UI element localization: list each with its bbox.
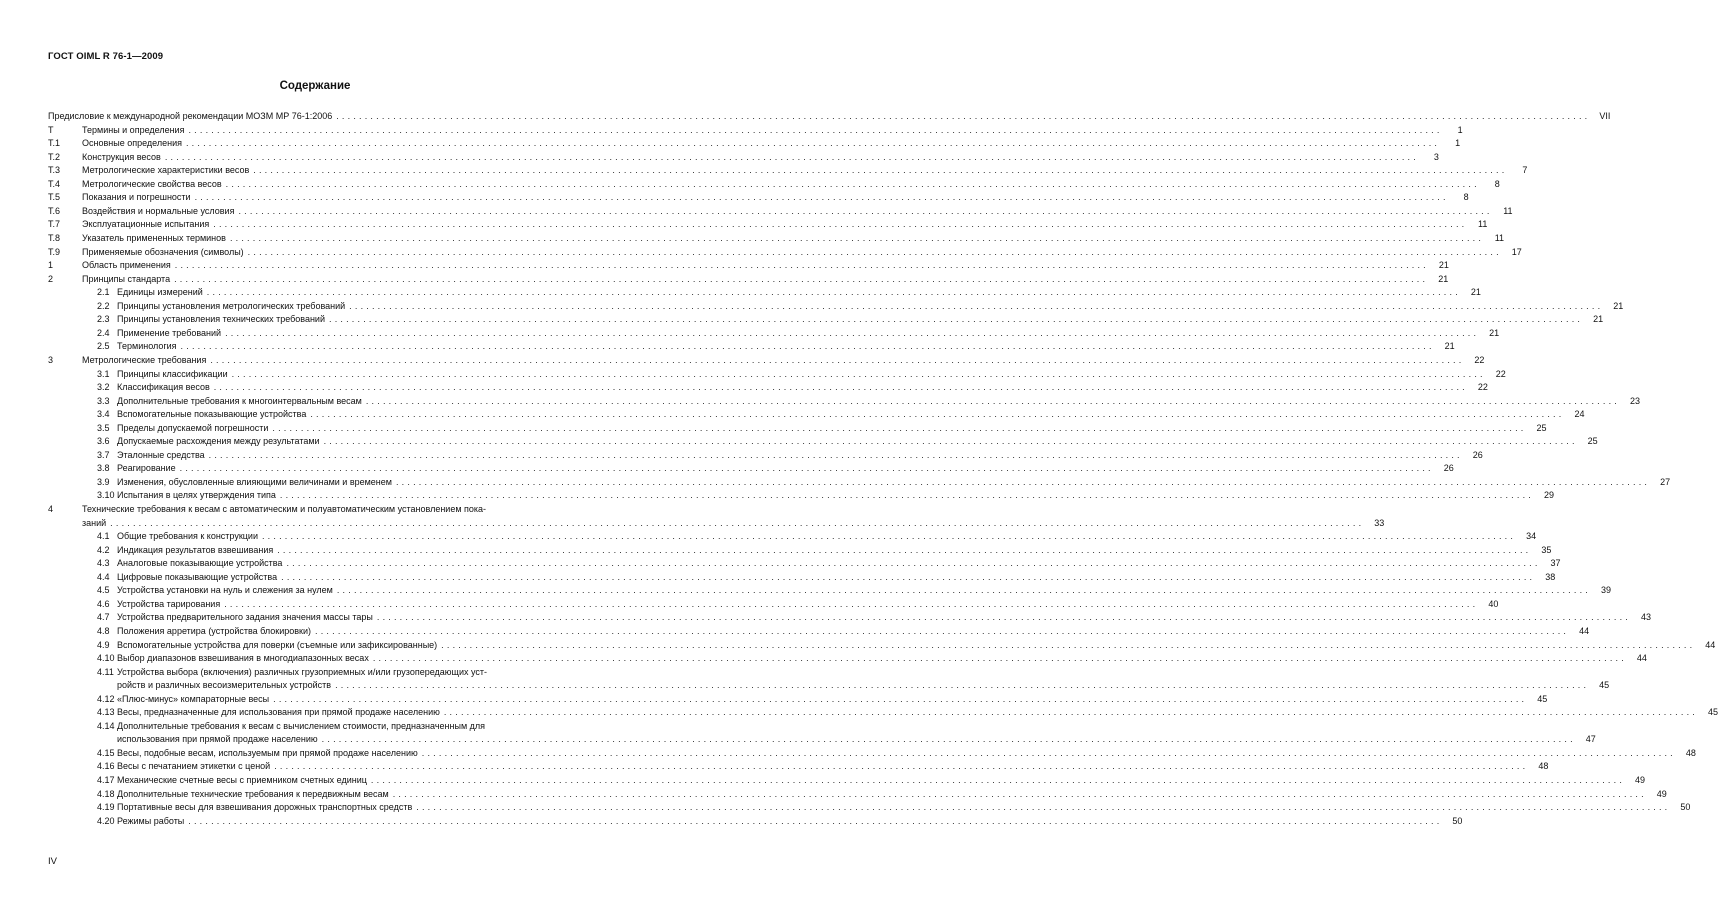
- toc-dot-leader: ............................................................................................................................................................................................................................: [110, 517, 1365, 528]
- toc-entry[interactable]: [0, 313, 1604, 325]
- toc-page-number: 7: [1522, 165, 1528, 176]
- toc-page-number: 49: [1635, 774, 1646, 785]
- toc-entry-number: 3.7: [97, 449, 110, 460]
- toc-entry-title: Весы с печатанием этикетки с ценой: [117, 761, 271, 772]
- toc-entry-number: 2.1: [97, 287, 110, 298]
- toc-entry[interactable]: [0, 503, 630, 515]
- toc-dot-leader: ............................................................................................................................................................................................................................: [179, 463, 1434, 474]
- toc-dot-leader: ............................................................................................................................................................................................................................: [210, 354, 1465, 365]
- toc-entry[interactable]: [0, 124, 1463, 136]
- toc-dot-leader: ............................................................................................................................................................................................................................: [247, 246, 1502, 257]
- toc-page-number: 48: [1538, 761, 1549, 772]
- toc-entry[interactable]: [0, 286, 1481, 298]
- page-title: Содержание: [279, 80, 351, 92]
- toc-page-number: 49: [1656, 788, 1667, 799]
- toc-entry[interactable]: [0, 340, 1455, 352]
- toc-entry-number: 3.6: [97, 436, 110, 447]
- toc-entry-number: 4.4: [97, 571, 110, 582]
- toc-entry[interactable]: [0, 462, 1454, 474]
- toc-entry[interactable]: [0, 395, 1640, 407]
- toc-page-number: 8: [1463, 192, 1469, 203]
- toc-entry-number: 4.12: [97, 693, 115, 704]
- toc-entry-title: Пределы допускаемой погрешности: [117, 422, 269, 433]
- toc-entry-title: Принципы стандарта: [82, 273, 171, 284]
- toc-entry-number: T.5: [48, 192, 61, 203]
- toc-entry-title: Единицы измерений: [117, 287, 203, 298]
- toc-entry-number: 3.2: [97, 382, 110, 392]
- toc-entry-number: 4.11: [97, 666, 114, 677]
- toc-entry[interactable]: [0, 544, 1552, 556]
- toc-entry-number: 4.19: [97, 802, 115, 812]
- toc-entry[interactable]: [0, 137, 1461, 149]
- toc-page-number: 44: [1636, 653, 1647, 663]
- toc-entry[interactable]: [0, 584, 1611, 596]
- toc-entry-title: Конструкция весов: [82, 151, 161, 162]
- toc-entry-number: 4.7: [97, 612, 110, 623]
- toc-entry[interactable]: [0, 273, 1449, 285]
- toc-page-number: 11: [1478, 219, 1488, 230]
- toc-entry-title: Указатель примененных терминов: [82, 232, 226, 243]
- toc-entry[interactable]: [0, 815, 1463, 827]
- toc-page-number: 11: [1494, 232, 1505, 243]
- toc-entry-title: «Плюс-минус» компараторные весы: [117, 693, 270, 704]
- toc-page-number: 29: [1543, 490, 1554, 501]
- toc-entry-number: 1: [48, 260, 54, 271]
- toc-page-number: 3: [1433, 151, 1439, 162]
- toc-page-number: 23: [1629, 395, 1640, 406]
- toc-entry-title: Показания и погрешности: [82, 192, 191, 203]
- toc-dot-leader: ............................................................................................................................................................................................................................: [277, 544, 1532, 555]
- toc-dot-leader: ............................................................................................................................................................................................................................: [208, 449, 1463, 460]
- toc-entry-number: T.7: [48, 219, 61, 230]
- toc-page-number: 38: [1545, 571, 1556, 582]
- toc-entry-number: 4.20: [97, 815, 115, 826]
- toc-dot-leader: ............................................................................................................................................................................................................................: [273, 693, 1528, 704]
- toc-entry[interactable]: [0, 408, 1585, 420]
- toc-entry-title: Метрологические характеристики весов: [82, 165, 250, 176]
- toc-dot-leader: ............................................................................................................................................................................................................................: [253, 165, 1508, 176]
- toc-page-number: 45: [1599, 680, 1610, 691]
- toc-entry-title: Устройства тарирования: [117, 598, 221, 609]
- toc-entry[interactable]: [0, 706, 1718, 718]
- toc-entry-title: Принципы классификации: [117, 368, 228, 379]
- toc-entry-number: T.1: [48, 138, 61, 149]
- toc-dot-leader: ............................................................................................................................................................................................................................: [281, 571, 1536, 582]
- toc-entry-number: 4.18: [97, 788, 115, 799]
- toc-page-number: 26: [1443, 463, 1454, 474]
- toc-entry[interactable]: [0, 368, 1506, 380]
- toc-entry-title: Испытания в целях утверждения типа: [117, 490, 276, 501]
- toc-entry-number: 4.6: [97, 598, 110, 609]
- toc-dot-leader: ............................................................................................................................................................................................................................: [336, 111, 1591, 121]
- toc-entry-title-continued: ройств и различных весоизмерительных устройств: [117, 680, 332, 691]
- toc-entry-title: Положения арретира (устройства блокировки): [117, 625, 312, 636]
- toc-dot-leader: ............................................................................................................................................................................................................................: [286, 558, 1541, 569]
- toc-page-number: 21: [1444, 341, 1455, 352]
- toc-entry-number: 3.4: [97, 409, 110, 420]
- toc-entry-title: Применение требований: [117, 327, 222, 338]
- toc-entry-title: Предисловие к международной рекомендации МОЗМ МР 76-1:2006: [48, 111, 333, 121]
- toc-entry-title: Дополнительные технические требования к передвижным весам: [117, 788, 389, 799]
- toc-entry-title: Изменения, обусловленные влияющими величинами и временем: [117, 476, 392, 487]
- toc-dot-leader: ............................................................................................................................................................................................................................: [174, 273, 1429, 284]
- toc-entry-number: T.9: [48, 246, 61, 257]
- toc-entry-number: T.8: [48, 232, 61, 243]
- toc-entry[interactable]: [0, 788, 1667, 800]
- toc-page-number: 21: [1613, 300, 1624, 311]
- toc-entry-number: 3.3: [97, 395, 110, 406]
- toc-entry[interactable]: [0, 625, 1590, 637]
- toc-entry-number: 4.2: [97, 544, 110, 555]
- toc-page-number: 25: [1587, 436, 1598, 447]
- toc-entry[interactable]: [0, 652, 1647, 664]
- toc-entry[interactable]: [0, 476, 1671, 488]
- toc-dot-leader: ............................................................................................................................................................................................................................: [392, 788, 1647, 799]
- toc-entry[interactable]: [0, 720, 630, 732]
- toc-entry-number: 3.10: [97, 490, 115, 501]
- toc-entry-title: Аналоговые показывающие устройства: [117, 558, 283, 569]
- toc-page-number: 50: [1452, 815, 1463, 826]
- toc-entry[interactable]: [0, 151, 1439, 163]
- toc-dot-leader: ............................................................................................................................................................................................................................: [279, 490, 1534, 501]
- toc-dot-leader: ............................................................................................................................................................................................................................: [441, 639, 1696, 650]
- toc-dot-leader: ............................................................................................................................................................................................................................: [323, 436, 1578, 447]
- toc-dot-leader: ............................................................................................................................................................................................................................: [213, 219, 1468, 230]
- toc-entry-title: Реагирование: [117, 463, 176, 474]
- toc-page-number: 11: [1503, 205, 1513, 216]
- toc-entry-title: Эталонные средства: [117, 449, 205, 460]
- toc-entry-title: Устройства выбора (включения) различных грузоприемных и/или грузопередающих уст-: [117, 666, 487, 677]
- toc-entry-number: 4.9: [97, 639, 110, 650]
- toc-entry[interactable]: [0, 232, 1505, 244]
- toc-entry-continuation[interactable]: [0, 517, 1385, 529]
- toc-page-number: 8: [1494, 178, 1500, 189]
- toc-entry-title: Общие требования к конструкции: [117, 531, 258, 542]
- toc-dot-leader: ............................................................................................................................................................................................................................: [372, 653, 1627, 663]
- toc-page-number: 25: [1536, 422, 1547, 433]
- toc-dot-leader: ............................................................................................................................................................................................................................: [224, 598, 1479, 609]
- toc-dot-leader: ............................................................................................................................................................................................................................: [329, 314, 1584, 325]
- toc-page-number: 1: [1455, 138, 1461, 149]
- toc-dot-leader: ............................................................................................................................................................................................................................: [225, 327, 1480, 338]
- toc-dot-leader: ............................................................................................................................................................................................................................: [213, 382, 1468, 392]
- toc-page-number: 1: [1457, 124, 1463, 135]
- toc-dot-leader: ............................................................................................................................................................................................................................: [225, 178, 1480, 189]
- toc-dot-leader: ............................................................................................................................................................................................................................: [188, 815, 1443, 826]
- toc-entry[interactable]: [0, 422, 1547, 434]
- toc-dot-leader: ............................................................................................................................................................................................................................: [229, 232, 1485, 243]
- toc-entry[interactable]: [0, 666, 630, 678]
- toc-page-number: 22: [1495, 368, 1506, 379]
- toc-entry-title: Метрологические свойства весов: [82, 178, 222, 189]
- toc-entry-number: 4.17: [97, 774, 115, 785]
- toc-entry-title: Индикация результатов взвешивания: [117, 544, 274, 555]
- toc-page-number: 21: [1438, 273, 1449, 284]
- toc-entry-title: Выбор диапазонов взвешивания в многодиапазонных весах: [117, 653, 369, 663]
- toc-entry-number: 4.13: [97, 707, 115, 718]
- toc-entry-number: 2.3: [97, 314, 110, 325]
- toc-page-number: 44: [1579, 625, 1590, 636]
- toc-entry[interactable]: [0, 259, 1449, 271]
- toc-page-number: 48: [1685, 747, 1696, 758]
- toc-entry-title: Весы, подобные весам, используемым при прямой продаже населению: [117, 747, 418, 758]
- toc-entry-title: Весы, предназначенные для использования при прямой продаже населению: [117, 707, 440, 718]
- toc-entry-title-continued: использования при прямой продаже населению: [117, 734, 318, 745]
- toc-page-number: 21: [1470, 287, 1481, 298]
- toc-entry-title: Вспомогательные показывающие устройства: [117, 409, 307, 420]
- toc-page-number: 39: [1600, 585, 1611, 596]
- toc-page-number: 27: [1660, 476, 1671, 487]
- toc-entry-title: Термины и определения: [82, 124, 185, 135]
- toc-entry-number: 3.9: [97, 476, 110, 487]
- toc-entry[interactable]: [0, 449, 1483, 461]
- toc-entry-title: Устройства установки на нуль и слежения за нулем: [117, 585, 333, 596]
- toc-entry-number: T.3: [48, 165, 61, 176]
- toc-entry[interactable]: [0, 205, 1513, 217]
- toc-entry-title: Дополнительные требования к весам с вычислением стоимости, предназначенным для: [117, 720, 486, 731]
- toc-dot-leader: ............................................................................................................................................................................................................................: [194, 192, 1449, 203]
- toc-page-number: 50: [1680, 802, 1691, 812]
- toc-entry-continuation[interactable]: [0, 679, 1610, 691]
- toc-page-number: 21: [1489, 327, 1500, 338]
- toc-entry-number: T: [48, 124, 54, 135]
- toc-dot-leader: ............................................................................................................................................................................................................................: [321, 734, 1576, 745]
- toc-dot-leader: ............................................................................................................................................................................................................................: [421, 747, 1676, 758]
- toc-entry-title: Устройства предварительного задания значения массы тары: [117, 612, 373, 623]
- toc-dot-leader: ............................................................................................................................................................................................................................: [443, 707, 1698, 718]
- toc-entry-number: 4: [48, 504, 54, 514]
- toc-dot-leader: ............................................................................................................................................................................................................................: [174, 260, 1429, 271]
- toc-page-number: VII: [1599, 111, 1611, 121]
- toc-dot-leader: ............................................................................................................................................................................................................................: [376, 612, 1631, 623]
- toc-entry-title: Метрологические требования: [82, 354, 207, 365]
- toc-entry[interactable]: [0, 760, 1549, 772]
- toc-page-number: 21: [1438, 260, 1449, 271]
- toc-entry[interactable]: [0, 164, 1528, 176]
- toc-entry[interactable]: [0, 191, 1469, 203]
- toc-page-number: 26: [1472, 449, 1483, 460]
- toc-entry-number: 2.4: [97, 327, 110, 338]
- toc-page-number: 33: [1374, 517, 1385, 528]
- toc-dot-leader: ............................................................................................................................................................................................................................: [395, 476, 1651, 487]
- toc-entry-title: Принципы установления метрологических требований: [117, 300, 346, 311]
- toc-dot-leader: ............................................................................................................................................................................................................................: [310, 409, 1565, 420]
- toc-dot-leader: ............................................................................................................................................................................................................................: [336, 585, 1591, 596]
- toc-entry-title: Терминология: [117, 341, 177, 352]
- toc-dot-leader: ............................................................................................................................................................................................................................: [261, 531, 1517, 542]
- toc-dot-leader: ............................................................................................................................................................................................................................: [370, 774, 1626, 785]
- toc-dot-leader: ............................................................................................................................................................................................................................: [238, 205, 1493, 216]
- toc-page-number: 37: [1550, 558, 1561, 569]
- toc-entry-title: Режимы работы: [117, 815, 185, 826]
- toc-entry[interactable]: [0, 354, 1485, 366]
- toc-page-number: 34: [1526, 531, 1537, 542]
- toc-entry-number: 3: [48, 354, 54, 365]
- toc-entry-number: T.6: [48, 205, 61, 216]
- toc-entry-title: Эксплуатационные испытания: [82, 219, 210, 230]
- toc-dot-leader: ............................................................................................................................................................................................................................: [231, 368, 1486, 379]
- toc-entry[interactable]: [0, 381, 1488, 393]
- toc-entry-continuation[interactable]: [0, 733, 1596, 745]
- toc-entry-number: 4.3: [97, 558, 110, 569]
- toc-entry[interactable]: [0, 110, 1611, 122]
- toc-entry[interactable]: [0, 246, 1522, 258]
- toc-entry-title: Механические счетные весы с приемником счетных единиц: [117, 774, 367, 785]
- toc-entry-title: Технические требования к весам с автоматическим и полуавтоматическим установлением пока-: [82, 504, 487, 514]
- toc-entry-title: Вспомогательные устройства для поверки (съемные или зафиксированные): [117, 639, 438, 650]
- toc-entry[interactable]: [0, 747, 1696, 759]
- toc-entry[interactable]: [0, 801, 1691, 813]
- toc-entry-title: Принципы установления технических требований: [117, 314, 325, 325]
- toc-entry-number: T.4: [48, 178, 61, 189]
- toc-page-number: 17: [1511, 246, 1522, 257]
- toc-entry-number: T.2: [48, 151, 61, 162]
- toc-entry-title: Область применения: [82, 260, 171, 271]
- toc-page-number: 35: [1541, 544, 1552, 555]
- toc-entry-title-continued: заний: [82, 517, 107, 528]
- toc-entry[interactable]: [0, 327, 1500, 339]
- toc-entry[interactable]: [0, 774, 1646, 786]
- toc-entry-number: 3.1: [97, 368, 110, 379]
- toc-entry[interactable]: [0, 300, 1624, 312]
- toc-dot-leader: ............................................................................................................................................................................................................................: [164, 151, 1419, 162]
- toc-entry-number: 4.15: [97, 747, 115, 758]
- toc-page-number: 40: [1488, 598, 1499, 609]
- toc-entry-number: 3.8: [97, 463, 110, 474]
- toc-entry-number: 4.1: [97, 531, 110, 542]
- toc-dot-leader: ............................................................................................................................................................................................................................: [335, 680, 1590, 691]
- toc-entry-title: Дополнительные требования к многоинтервальным весам: [117, 395, 362, 406]
- toc-entry-number: 2.5: [97, 341, 110, 352]
- toc-dot-leader: ............................................................................................................................................................................................................................: [416, 802, 1671, 812]
- toc-entry-title: Портативные весы для взвешивания дорожных транспортных средств: [117, 802, 413, 812]
- toc-entry[interactable]: [0, 598, 1499, 610]
- toc-entry-number: 4.14: [97, 720, 115, 731]
- toc-entry-title: Воздействия и нормальные условия: [82, 205, 235, 216]
- toc-page-number: 21: [1593, 314, 1604, 325]
- toc-entry[interactable]: [0, 178, 1500, 190]
- page-number: IV: [48, 856, 57, 867]
- toc-entry-number: 4.16: [97, 761, 115, 772]
- document-header: ГОСТ OIML R 76-1—2009: [48, 51, 164, 62]
- toc-dot-leader: ............................................................................................................................................................................................................................: [272, 422, 1527, 433]
- toc-entry[interactable]: [0, 557, 1561, 569]
- toc-entry[interactable]: [0, 489, 1554, 501]
- toc-entry-number: 4.8: [97, 625, 110, 636]
- toc-dot-leader: ............................................................................................................................................................................................................................: [274, 761, 1529, 772]
- toc-dot-leader: ............................................................................................................................................................................................................................: [185, 138, 1441, 149]
- toc-entry-number: 4.10: [97, 653, 115, 663]
- toc-dot-leader: ............................................................................................................................................................................................................................: [206, 287, 1461, 298]
- toc-entry-title: Классификация весов: [117, 382, 210, 392]
- toc-entry-number: 2: [48, 273, 54, 284]
- toc-entry[interactable]: [0, 435, 1598, 447]
- toc-entry-number: 2.2: [97, 300, 110, 311]
- toc-entry-title: Допускаемые расхождения между результатами: [117, 436, 320, 447]
- toc-entry[interactable]: [0, 611, 1651, 623]
- toc-entry[interactable]: [0, 693, 1548, 705]
- toc-entry[interactable]: [0, 530, 1537, 542]
- toc-page-number: 24: [1574, 409, 1585, 420]
- toc-entry-title: Цифровые показывающие устройства: [117, 571, 278, 582]
- toc-entry-title: Основные определения: [82, 138, 182, 149]
- toc-page-number: 47: [1585, 734, 1596, 745]
- toc-page-number: 45: [1537, 693, 1548, 704]
- toc-entry-number: 3.5: [97, 422, 110, 433]
- toc-dot-leader: ............................................................................................................................................................................................................................: [349, 300, 1604, 311]
- toc-entry-title: Применяемые обозначения (символы): [82, 246, 244, 257]
- toc-entry[interactable]: [0, 639, 1716, 651]
- toc-dot-leader: ............................................................................................................................................................................................................................: [188, 124, 1443, 135]
- toc-entry[interactable]: [0, 218, 1488, 230]
- toc-entry-number: 4.5: [97, 585, 110, 596]
- toc-page-number: 43: [1640, 612, 1651, 623]
- toc-page-number: 22: [1474, 354, 1485, 365]
- toc-dot-leader: ............................................................................................................................................................................................................................: [365, 395, 1620, 406]
- toc-page-number: 22: [1477, 382, 1488, 392]
- toc-dot-leader: ............................................................................................................................................................................................................................: [315, 625, 1570, 636]
- toc-page-number: 45: [1707, 707, 1718, 718]
- toc-page-number: 44: [1705, 639, 1716, 650]
- toc-dot-leader: ............................................................................................................................................................................................................................: [180, 341, 1435, 352]
- toc-entry[interactable]: [0, 571, 1556, 583]
